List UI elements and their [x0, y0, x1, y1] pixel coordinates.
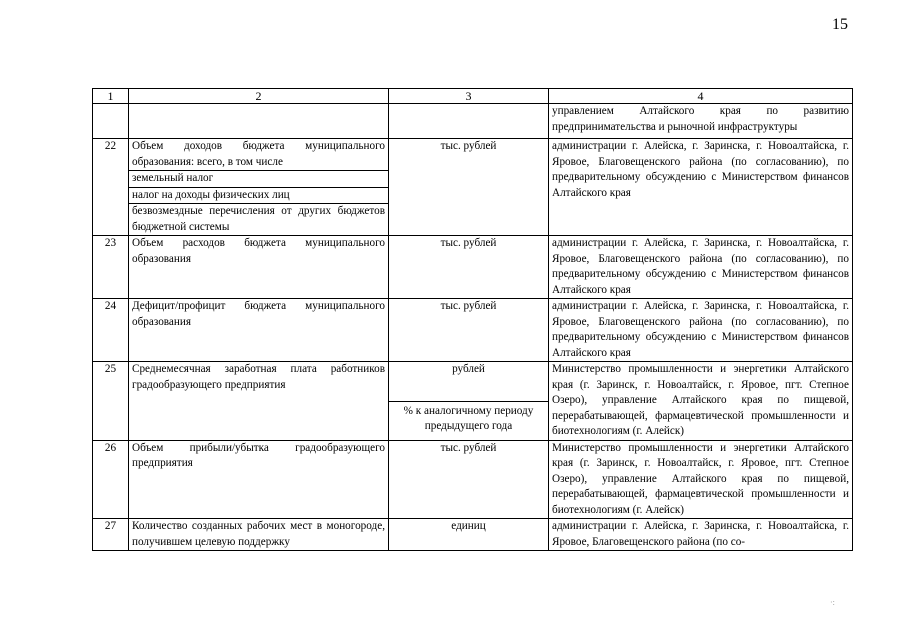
indicator-cell — [129, 104, 389, 139]
table-row — [93, 236, 853, 299]
row-number: 26 — [93, 440, 129, 519]
row-number — [93, 104, 129, 139]
indicator-line: налог на доходы физических лиц — [129, 187, 388, 204]
table-row — [93, 104, 853, 139]
unit-line: % к аналогичному периоду предыдущего года — [389, 401, 548, 435]
indicator-cell: Объем расходов бюджета муниципального образования — [129, 236, 389, 299]
indicator-line: земельный налог — [129, 170, 388, 187]
indicator-line: безвозмездные перечисления от других бюджетов бюджетной системы — [129, 203, 388, 235]
indicator-line: Объем доходов бюджета муниципального образования: всего, в том числе — [132, 140, 385, 168]
column-number-4: 4 — [549, 89, 853, 104]
table-row — [93, 519, 853, 551]
column-number-3: 3 — [389, 89, 549, 104]
responsible-cell: Министерство промышленности и энергетики Алтайского края (г. Заринск, г. Новоалтайск, г. Яровое, пгт. Степное Озеро), управление Алтайского края по пищевой, перерабатывающей, фармацевтической промышленности и биотехнологиям (г. Алейск) — [549, 362, 853, 441]
table-row — [93, 299, 853, 362]
unit-cell — [389, 362, 549, 441]
row-number: 27 — [93, 519, 129, 551]
page-number: 15 — [832, 16, 848, 33]
column-number-row — [93, 89, 853, 104]
table-row — [93, 139, 853, 236]
indicator-cell: Среднемесячная заработная плата работников градообразующего предприятия — [129, 362, 389, 441]
indicator-cell: Объем прибыли/убытка градообразующего предприятия — [129, 440, 389, 519]
responsible-cell: администрации г. Алейска, г. Заринска, г. Новоалтайска, г. Яровое, Благовещенского района (по согласованию), по предварительному обсуждению с Министерством финансов Алтайского края — [549, 139, 853, 236]
unit-cell: тыс. рублей — [389, 236, 549, 299]
row-number: 25 — [93, 362, 129, 441]
column-number-1: 1 — [93, 89, 129, 104]
row-number: 24 — [93, 299, 129, 362]
responsible-cell: администрации г. Алейска, г. Заринска, г. Новоалтайска, г. Яровое, Благовещенского района (по согласованию), по предварительному обсуждению с Министерством финансов Алтайского края — [549, 299, 853, 362]
unit-cell: тыс. рублей — [389, 440, 549, 519]
responsible-cell: администрации г. Алейска, г. Заринска, г. Новоалтайска, г. Яровое, Благовещенского района (по со- — [549, 519, 853, 551]
responsible-cell: администрации г. Алейска, г. Заринска, г. Новоалтайска, г. Яровое, Благовещенского района (по согласованию), по предварительному обсуждению с Министерством финансов Алтайского края — [549, 236, 853, 299]
indicator-cell: Количество созданных рабочих мест в моногороде, получившем целевую поддержку — [129, 519, 389, 551]
responsible-cell: Министерство промышленности и энергетики Алтайского края (г. Заринск, г. Новоалтайск, г. Яровое, пгт. Степное Озеро), управление Алтайского края по пищевой, перерабатывающей, фармацевтической промышленности и биотехнологиям (г. Алейск) — [549, 440, 853, 519]
scan-speck: ·: — [830, 598, 835, 607]
row-number: 23 — [93, 236, 129, 299]
unit-cell — [389, 104, 549, 139]
responsible-cell: управлением Алтайского края по развитию предпринимательства и рыночной инфраструктуры — [549, 104, 853, 139]
unit-cell: тыс. рублей — [389, 299, 549, 362]
indicators-table — [92, 88, 853, 551]
indicator-cell — [129, 139, 389, 236]
row-number: 22 — [93, 139, 129, 236]
table-row — [93, 362, 853, 441]
unit-cell: тыс. рублей — [389, 139, 549, 236]
unit-line: рублей — [452, 363, 485, 375]
unit-cell: единиц — [389, 519, 549, 551]
column-number-2: 2 — [129, 89, 389, 104]
table-row — [93, 440, 853, 519]
indicator-cell: Дефицит/профицит бюджета муниципального образования — [129, 299, 389, 362]
